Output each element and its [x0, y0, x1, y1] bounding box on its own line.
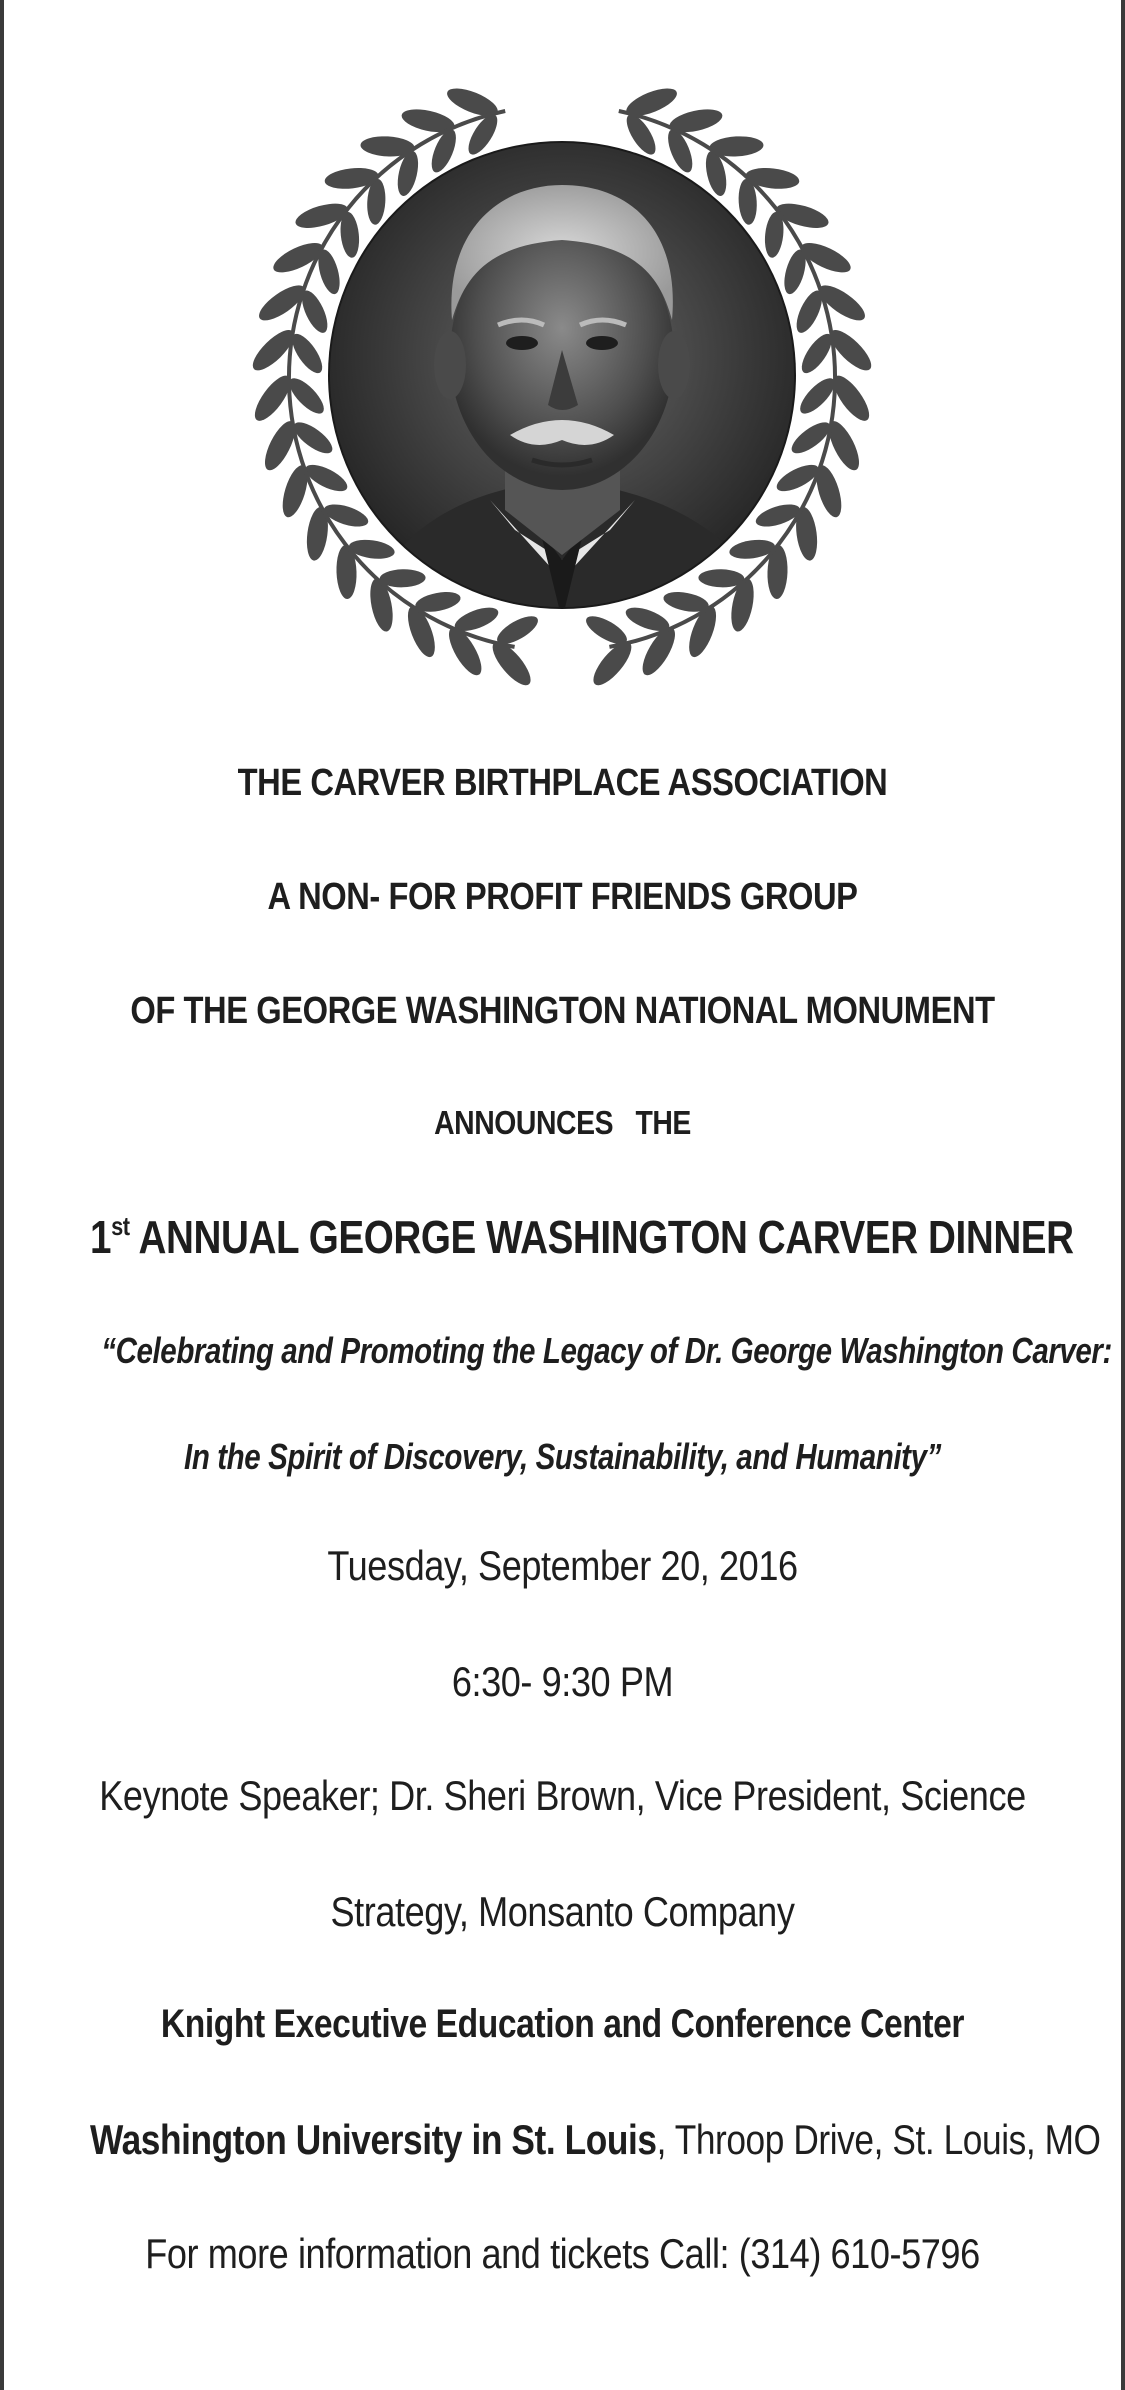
event-ordinal-suffix: st: [111, 1211, 130, 1241]
contact-info: For more information and tickets Call: (314) 610-5796: [145, 2230, 980, 2277]
laurel-leaf: [702, 149, 730, 198]
venue-university: Washington University in St. Louis: [90, 2116, 657, 2163]
laurel-leaf: [753, 500, 802, 531]
event-ordinal-number: 1: [90, 1211, 112, 1263]
venue-address: , Throop Drive, St. Louis, MO: [656, 2116, 1101, 2163]
event-theme-line-2: In the Spirit of Discovery, Sustainability, and Humanity”: [184, 1436, 941, 1477]
event-title: [90, 1210, 1074, 1264]
organization-description: A NON- FOR PROFIT FRIENDS GROUP: [267, 876, 858, 918]
organization-name: THE CARVER BIRTHPLACE ASSOCIATION: [237, 762, 888, 804]
laurel-portrait-emblem: [240, 60, 880, 710]
event-theme-line-1: “Celebrating and Promoting the Legacy of Dr. George Washington Carver:: [101, 1330, 1112, 1371]
keynote-speaker-line-2: Strategy, Monsanto Company: [330, 1888, 795, 1935]
laurel-leaf: [321, 500, 370, 531]
event-title-text: ANNUAL GEORGE WASHINGTON CARVER DINNER: [129, 1211, 1074, 1263]
keynote-speaker-line-1: Keynote Speaker; Dr. Sheri Brown, Vice President, Science: [99, 1772, 1026, 1819]
venue-name: Knight Executive Education and Conference Center: [160, 2002, 965, 2046]
monument-line: OF THE GEORGE WASHINGTON NATIONAL MONUMENT: [130, 990, 995, 1032]
event-time: 6:30- 9:30 PM: [451, 1658, 674, 1705]
event-date: Tuesday, September 20, 2016: [327, 1542, 798, 1589]
laurel-leaf: [394, 149, 422, 198]
announces-line: ANNOUNCES THE: [434, 1104, 691, 1141]
venue-location: [90, 2116, 1101, 2164]
